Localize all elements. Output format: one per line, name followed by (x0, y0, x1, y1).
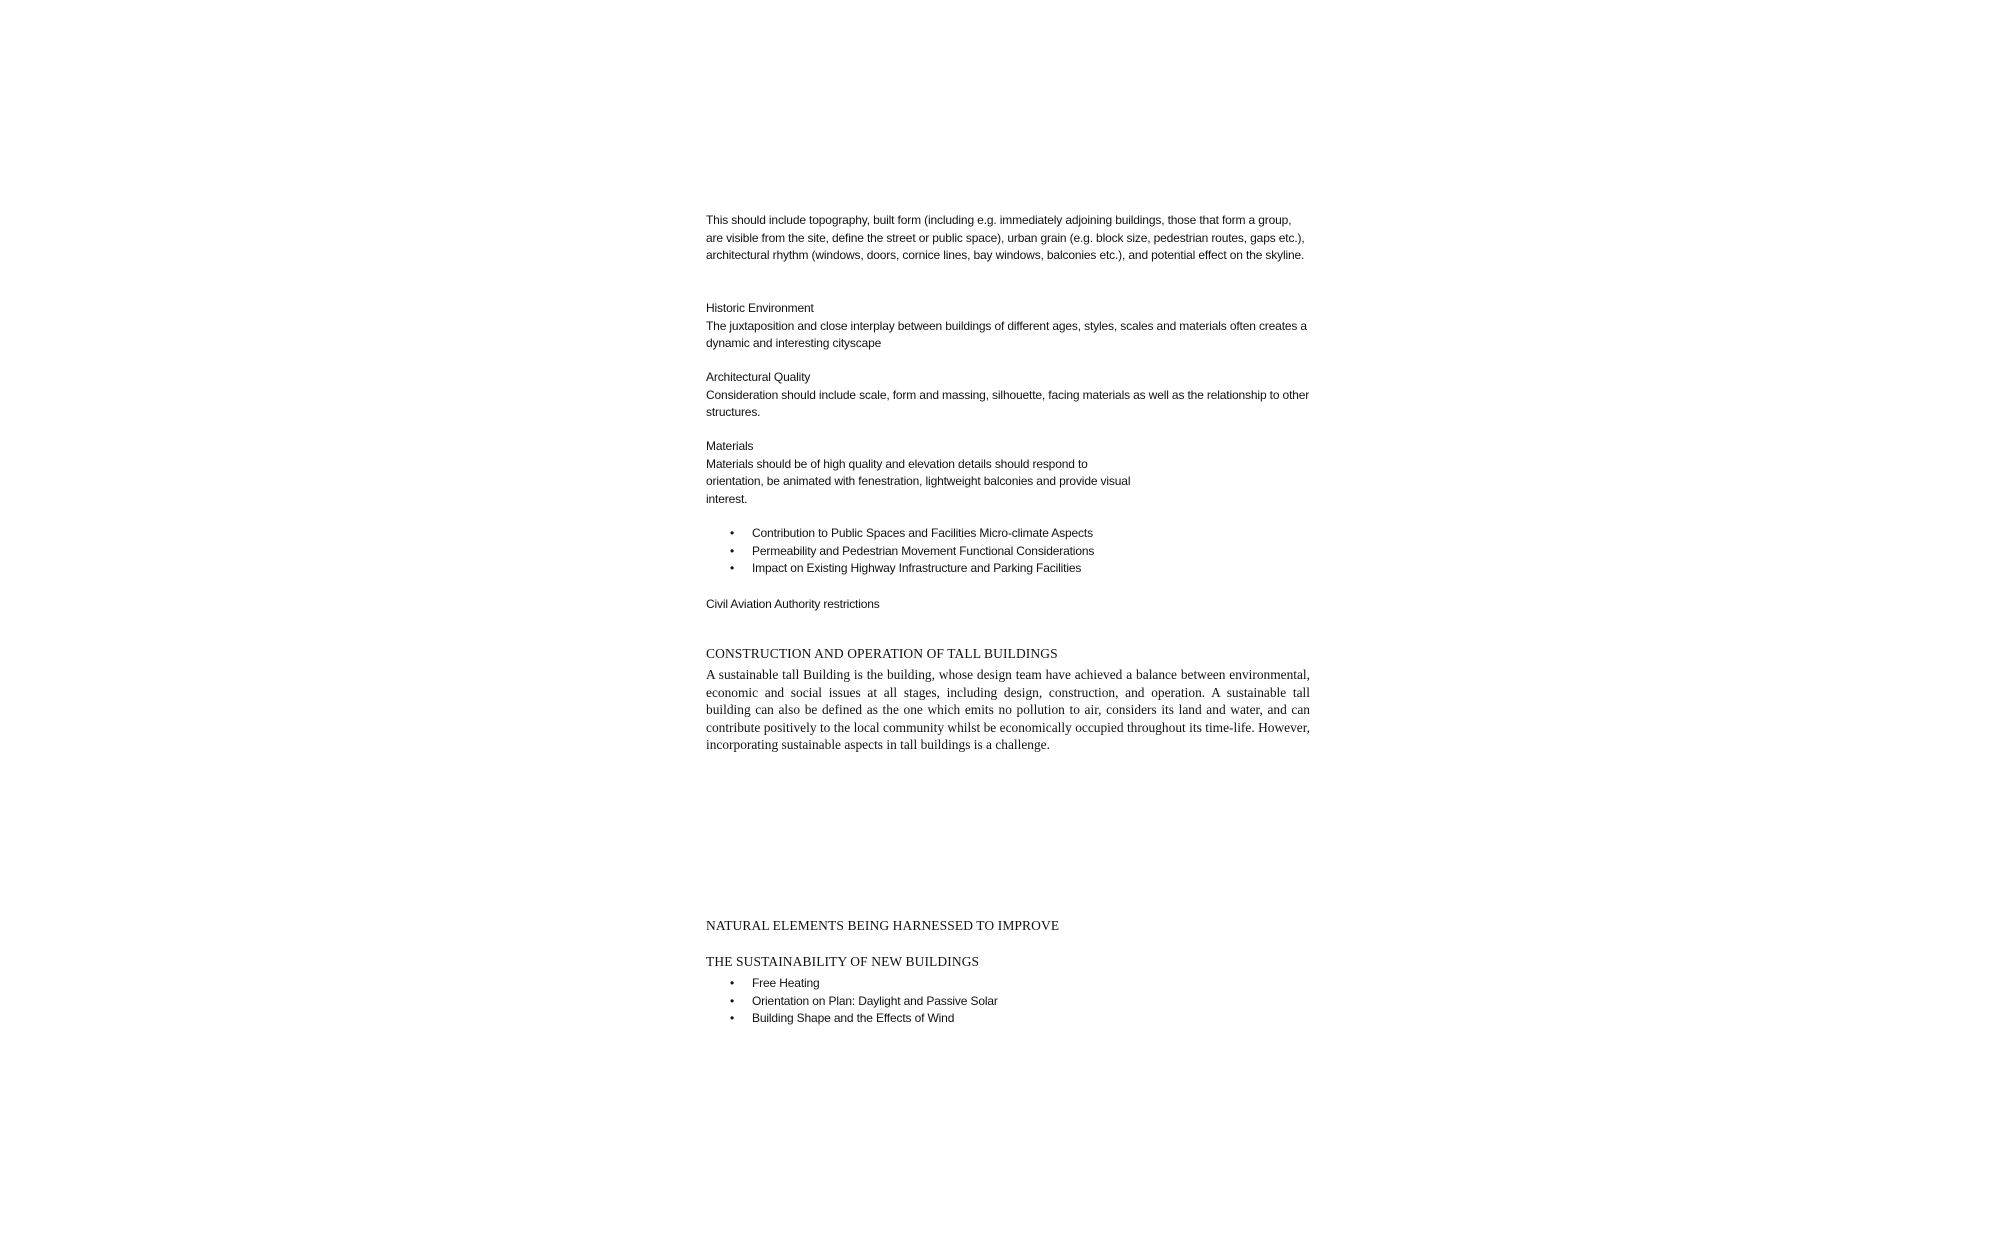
list-item-label: Orientation on Plan: Daylight and Passive Solar (752, 993, 998, 1008)
materials-line: Materials should be of high quality and elevation details should respond to (706, 456, 1088, 471)
intro-paragraph: This should include topography, built form (including e.g. immediately adjoining buildings, those that form a group, are visible from the site, define the street or public space), urban grain (e.g. block size, pedestrian routes, gaps etc.), architectural rhythm (windows, doors, cornice lines, bay windows, balconies etc.), and potential effect on the skyline. (706, 213, 1305, 262)
list-item-label: Permeability and Pedestrian Movement Functional Considerations (752, 543, 1095, 558)
list-item (706, 993, 1311, 1011)
bullet-icon: • (730, 526, 735, 540)
list-item (706, 975, 1311, 993)
list-item-label: Building Shape and the Effects of Wind (752, 1011, 955, 1025)
architectural-paragraph: Consideration should include scale, form and massing, silhouette, facing materials as well as the relationship to other structures. (706, 387, 1310, 419)
list-item-label: Impact on Existing Highway Infrastructure and Parking Facilities (752, 561, 1082, 575)
bullet-icon: • (730, 993, 735, 1008)
bullet-icon: • (730, 976, 735, 990)
list-item (706, 560, 1311, 578)
construction-paragraph: A sustainable tall Building is the building, whose design team have achieved a balance between environmental, economic and social issues at all stages, including design, construction, and operation. A sustainable tall building can also be defined as the one which emits no pollution to air, considers its land and water, and can contribute positively to the local community whilst be economically occupied throughout its time-life. However, incorporating sustainable aspects in tall buildings is a challenge. (706, 667, 1310, 753)
bullet-icon: • (730, 543, 735, 558)
materials-line: interest. (706, 491, 748, 506)
bullet-icon: • (730, 561, 735, 575)
civil-aviation-note: Civil Aviation Authority restrictions (706, 597, 880, 611)
natural-heading-line1: NATURAL ELEMENTS BEING HARNESSED TO IMPROVE (706, 918, 1060, 933)
bullet-icon: • (730, 1011, 735, 1025)
list-item-label: Free Heating (752, 976, 820, 990)
historic-section (706, 300, 1311, 353)
considerations-list (706, 525, 1311, 578)
list-item (706, 543, 1311, 561)
natural-heading-line2: THE SUSTAINABILITY OF NEW BUILDINGS (706, 954, 980, 969)
materials-heading: Materials (706, 439, 754, 453)
materials-line: orientation, be animated with fenestration, lightweight balconies and provide visual (706, 474, 1131, 488)
materials-section (706, 438, 1311, 508)
list-item-label: Contribution to Public Spaces and Facilities Micro-climate Aspects (752, 526, 1093, 540)
architectural-section (706, 369, 1311, 422)
construction-heading: CONSTRUCTION AND OPERATION OF TALL BUILDINGS (706, 646, 1058, 661)
list-item (706, 1010, 1311, 1028)
architectural-heading: Architectural Quality (706, 370, 811, 384)
historic-paragraph: The juxtaposition and close interplay between buildings of different ages, styles, scales and materials often creates a dynamic and interesting cityscape (706, 318, 1307, 350)
historic-heading: Historic Environment (706, 301, 814, 315)
list-item (706, 525, 1311, 543)
natural-elements-list (706, 975, 1311, 1028)
